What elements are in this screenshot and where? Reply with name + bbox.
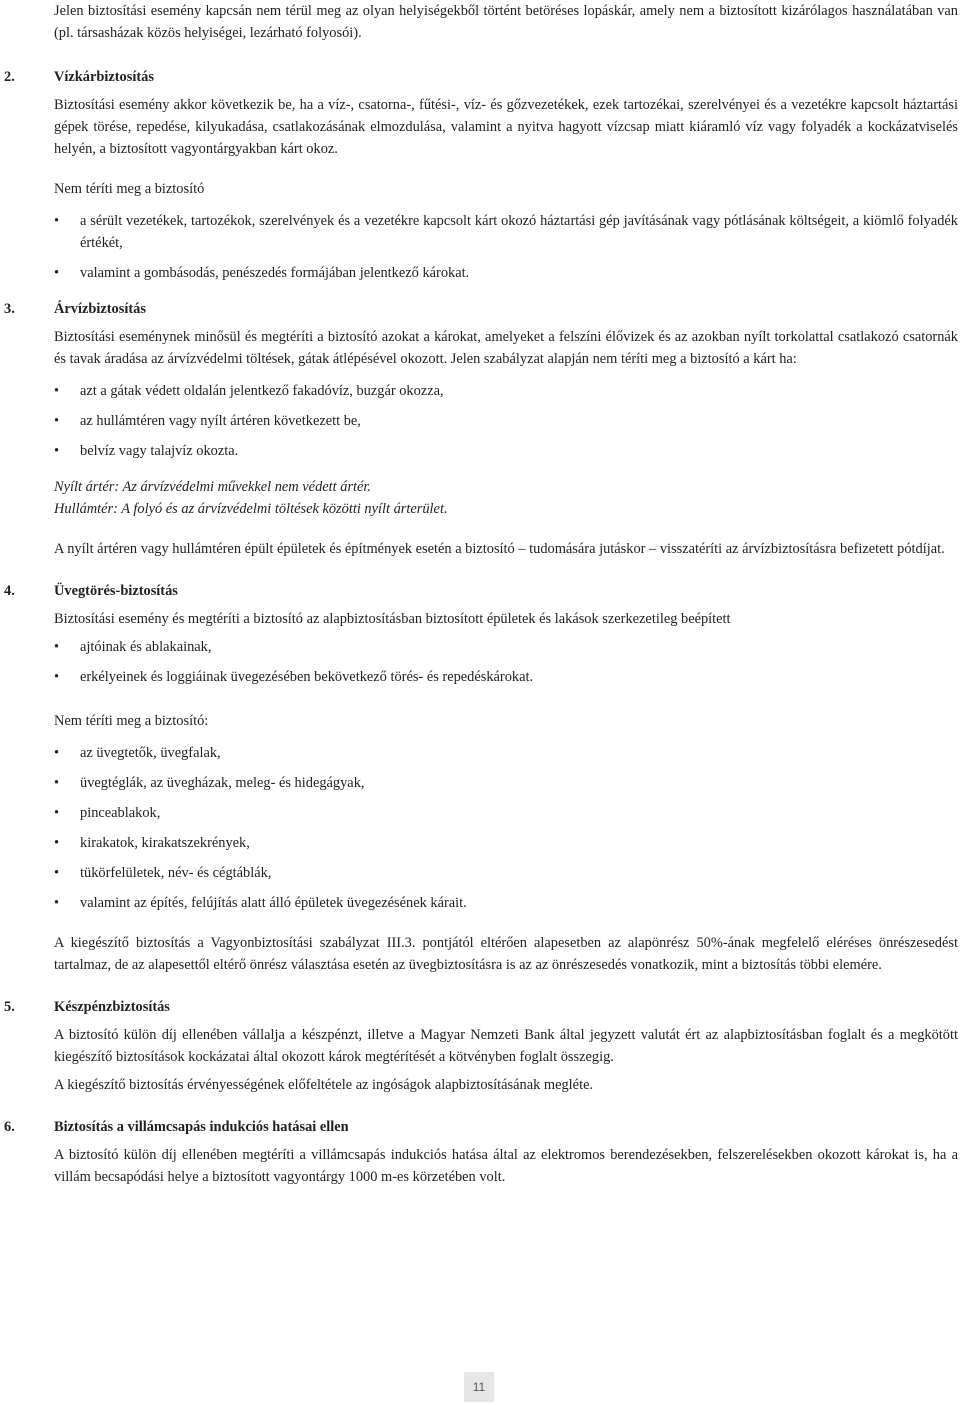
section-3-paragraph-1: Biztosítási eseménynek minősül és megtéríti a biztosító azokat a károkat, amelyeket a felszíni élővizek és az azokban nyílt torkolattal csatlakozó csatornák és tavak áradása az árvízvédelmi töltések, gátak átlépésével okozott. Jelen szabályzat alapján nem téríti meg a biztosító a kárt ha:	[54, 329, 958, 367]
section-2-heading	[4, 66, 958, 88]
section-6-number: 6.	[4, 1119, 15, 1135]
section-4-number: 4.	[4, 583, 15, 599]
section-3-title: Árvízbiztosítás	[54, 301, 146, 317]
section-3-number: 3.	[4, 301, 15, 317]
page-content	[4, 0, 958, 1188]
section-5-title: Készpénzbiztosítás	[54, 999, 170, 1015]
section-4-paragraph-3: A kiegészítő biztosítás a Vagyonbiztosítási szabályzat III.3. pontjától eltérően alapesetben az alapönrész 50%-ának megfelelő eléréses önrészesedést tartalmaz, de az alapesettől eltérő önrész választása esetén az üvegbiztosításra is az az önrészesedés vonatkozik, mint a biztosítás többi elemére.	[54, 935, 958, 973]
section-3-list	[54, 380, 958, 462]
list-item: • pinceablakok,	[54, 805, 161, 821]
section-6-heading	[4, 1116, 958, 1138]
section-4-heading	[4, 580, 958, 602]
section-4-list-2	[54, 742, 958, 914]
list-item: • üvegtéglák, az üvegházak, meleg- és hidegágyak,	[54, 775, 365, 791]
intro-paragraph: Jelen biztosítási esemény kapcsán nem térül meg az olyan helyiségekből történt betöréses lopáskár, amely nem a biztosított kizárólagos használatában van (pl. társasházak közös helyiségei, lezárható folyosói).	[54, 3, 958, 41]
list-item: • valamint az építés, felújítás alatt álló épületek üvegezésének kárait.	[54, 895, 467, 911]
section-2-number: 2.	[4, 69, 15, 85]
list-item: • tükörfelületek, név- és cégtáblák,	[54, 865, 272, 881]
section-4-title: Üvegtörés-biztosítás	[54, 583, 178, 599]
list-item: • az üvegtetők, üvegfalak,	[54, 745, 221, 761]
section-5-number: 5.	[4, 999, 15, 1015]
section-5-heading	[4, 996, 958, 1018]
list-item: • erkélyeinek és loggiáinak üvegezésében bekövetkező törés- és repedéskárokat.	[54, 669, 534, 685]
section-2-title: Vízkárbiztosítás	[54, 69, 154, 85]
section-6-paragraph-1: A biztosító külön díj ellenében megtéríti a villámcsapás indukciós hatása által az elektromos berendezésekben, felszerelésekben okozott károkat is, ha a villám becsapódási helye a biztosított vagyontárgy 1000 m-es körzetében volt.	[54, 1147, 958, 1185]
list-item: • kirakatok, kirakatszekrények,	[54, 835, 250, 851]
section-2-list	[54, 210, 958, 284]
section-2-paragraph-2: Nem téríti meg a biztosító	[54, 181, 205, 197]
section-5-paragraph-2: A kiegészítő biztosítás érvényességének előfeltétele az ingóságok alapbiztosításának megléte.	[54, 1077, 594, 1093]
list-item: • azt a gátak védett oldalán jelentkező fakadóvíz, buzgár okozza,	[54, 383, 444, 399]
list-item: • valamint a gombásodás, penészedés formájában jelentkező károkat.	[54, 265, 470, 281]
section-3-heading	[4, 298, 958, 320]
list-item: • belvíz vagy talajvíz okozta.	[54, 443, 239, 459]
page-number: 11	[464, 1372, 494, 1402]
section-3-paragraph-2: A nyílt ártéren vagy hullámtéren épült épületek és építmények esetén a biztosító – tudomására jutáskor – visszatéríti az árvízbiztosításra befizetett pótdíjat.	[54, 541, 945, 557]
section-2-paragraph-1: Biztosítási esemény akkor következik be, ha a víz-, csatorna-, fűtési-, víz- és gőzvezetékek, ezek tartozékai, szerelvényei és a vezetékre kapcsolt háztartási gépek törése, repedése, kilyukadása, csatlakozásának elmozdulása, valamint a nyitva hagyott vízcsap miatt kiáramló víz vagy folyadék a kockázatviselés helyén, a biztosított vagyontárgyakban kárt okoz.	[54, 97, 958, 157]
list-item: • ajtóinak és ablakainak,	[54, 639, 212, 655]
definition-hullamter: Hullámtér: A folyó és az árvízvédelmi töltések közötti nyílt árterület.	[54, 501, 448, 517]
section-5-paragraph-1: A biztosító külön díj ellenében vállalja a készpénzt, illetve a Magyar Nemzeti Bank által jegyzett valutát ért az alapbiztosításban foglalt és a megkötött kiegészítő biztosítások kockázatai által okozott károk megtérítését a kötvényben foglalt összegig.	[54, 1027, 958, 1065]
section-6-title: Biztosítás a villámcsapás indukciós hatásai ellen	[54, 1119, 349, 1135]
definition-nyilt-arter: Nyílt ártér: Az árvízvédelmi művekkel nem védett ártér.	[54, 479, 372, 495]
section-4-paragraph-1: Biztosítási esemény és megtéríti a biztosító az alapbiztosításban biztosított épületek és lakások szerkezetileg beépített	[54, 611, 731, 627]
section-4-paragraph-2: Nem téríti meg a biztosító:	[54, 713, 209, 729]
section-4-list-1	[54, 636, 958, 688]
list-item: • az hullámtéren vagy nyílt ártéren következett be,	[54, 413, 361, 429]
list-item: • a sérült vezetékek, tartozékok, szerelvények és a vezetékre kapcsolt kárt okozó háztartási gép javításának vagy pótlásának költségeit, a kiömlő folyadék értékét,	[54, 213, 958, 251]
